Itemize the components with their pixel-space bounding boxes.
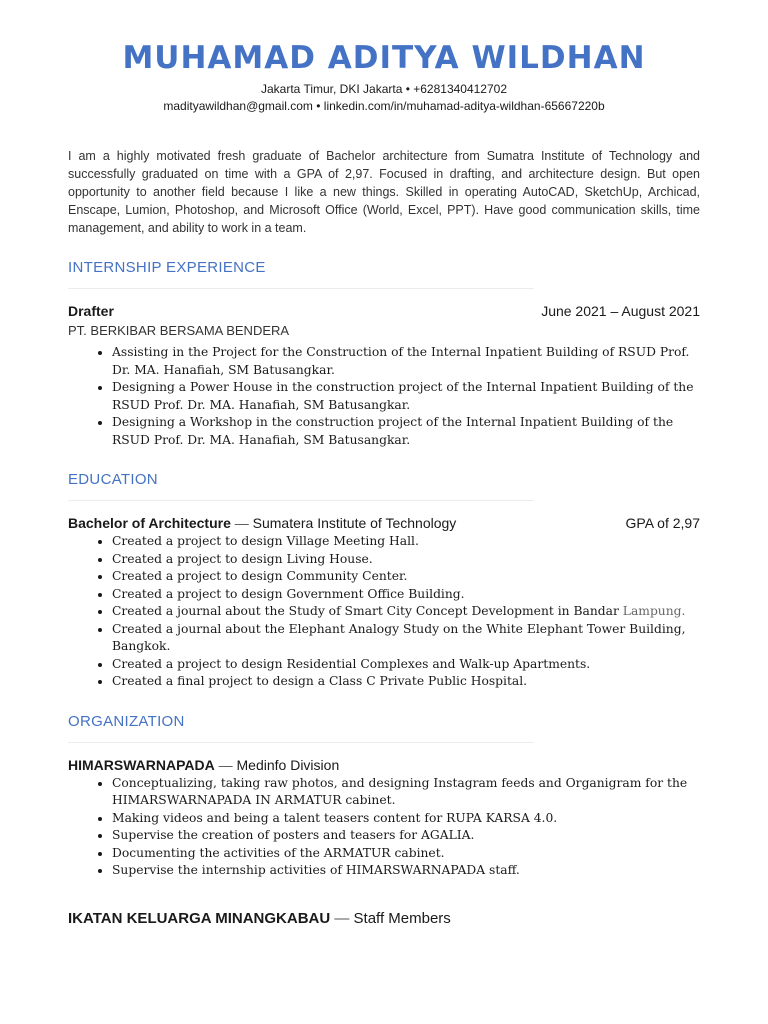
contact-info: [68, 81, 700, 115]
org1-bullet-list: [68, 775, 700, 880]
list-item: • Created a project to design Community Center.: [112, 568, 700, 586]
list-item: [112, 603, 700, 621]
list-item: • Conceptualizing, taking raw photos, and designing Instagram feeds and Organigram for the HIMARSWARNAPADA IN ARMATUR cabinet.: [112, 775, 700, 810]
internship-section-title: INTERNSHIP EXPERIENCE: [68, 259, 266, 276]
list-item: • Created a project to design Village Meeting Hall.: [112, 533, 700, 551]
section-divider: [68, 288, 534, 289]
internship-dates: June 2021 – August 2021: [541, 303, 700, 319]
org1-header: [68, 757, 700, 773]
education-degree-line: [68, 515, 456, 531]
location-phone: Jakarta Timur, DKI Jakarta • +6281340412702: [260, 82, 508, 96]
list-item: • Created a journal about the Elephant Analogy Study on the White Elephant Tower Building, Bangkok.: [112, 621, 700, 656]
list-item: • Designing a Workshop in the construction project of the Internal Inpatient Building of the RSUD Prof. Dr. MA. Hanafiah, SM Batusangkar.: [112, 414, 700, 449]
email-linkedin: madityawildhan@gmail.com • linkedin.com/in/muhamad-aditya-wildhan-65667220b: [163, 99, 605, 113]
org2-header: [68, 910, 700, 927]
organization-section-title: ORGANIZATION: [68, 712, 185, 730]
org2-role: Staff Members: [353, 909, 451, 927]
education-gpa: GPA of 2,97: [625, 515, 700, 531]
internship-bullet-list: [68, 344, 700, 449]
internship-role: Drafter: [68, 303, 114, 319]
summary-paragraph: I am a highly motivated fresh graduate of Bachelor architecture from Sumatra Institute of Technology and successfully graduated on time with a GPA of 2,97. Focused in drafting, and architecture design. But open opportunity to another field because I like a new things. Skilled in operating AutoCAD, SketchUp, Archicad, Enscape, Lumion, Photoshop, and Microsoft Office (World, Excel, PPT). Have good communication skills, time management, and ability to work in a team.: [68, 149, 700, 235]
separator: —: [334, 909, 350, 927]
separator: —: [218, 756, 233, 773]
list-item: • Documenting the activities of the ARMATUR cabinet.: [112, 845, 700, 863]
list-item: • Created a project to design Residential Complexes and Walk-up Apartments.: [112, 656, 700, 674]
org1-division: Medinfo Division: [236, 756, 340, 773]
internship-entry-header: [68, 303, 700, 319]
section-divider: [68, 742, 534, 743]
list-item: • Designing a Power House in the construction project of the Internal Inpatient Building of the RSUD Prof. Dr. MA. Hanafiah, SM Batusangkar.: [112, 379, 700, 414]
separator: —: [234, 515, 249, 531]
education-section-title: EDUCATION: [68, 471, 158, 488]
education-degree: Bachelor of Architecture: [68, 515, 231, 531]
org1-name: HIMARSWARNAPADA: [68, 756, 215, 773]
list-item: • Created a project to design Living House.: [112, 551, 700, 569]
list-item: • Created a project to design Government Office Building.: [112, 586, 700, 604]
list-item: • Supervise the creation of posters and teasers for AGALIA.: [112, 827, 700, 845]
list-item: • Making videos and being a talent teasers content for RUPA KARSA 4.0.: [112, 810, 700, 828]
list-item: • Assisting in the Project for the Construction of the Internal Inpatient Building of RSUD Prof. Dr. MA. Hanafiah, SM Batusangkar.: [112, 344, 700, 379]
education-entry-header: [68, 515, 700, 531]
list-item: • Created a final project to design a Class C Private Public Hospital.: [112, 673, 700, 691]
internship-company: PT. BERKIBAR BERSAMA BENDERA: [68, 323, 290, 338]
journal-bullet-main: Created a journal about the Study of Smart City Concept Development in Bandar: [112, 604, 619, 618]
org2-name: IKATAN KELUARGA MINANGKABAU: [68, 909, 331, 927]
list-item: • Supervise the internship activities of HIMARSWARNAPADA staff.: [112, 862, 700, 880]
education-bullet-list: [68, 533, 700, 691]
journal-bullet-tail: Lampung.: [622, 604, 686, 618]
education-school: Sumatera Institute of Technology: [252, 515, 457, 531]
section-divider: [68, 500, 534, 501]
candidate-name: MUHAMAD ADITYA WILDHAN: [122, 40, 646, 76]
